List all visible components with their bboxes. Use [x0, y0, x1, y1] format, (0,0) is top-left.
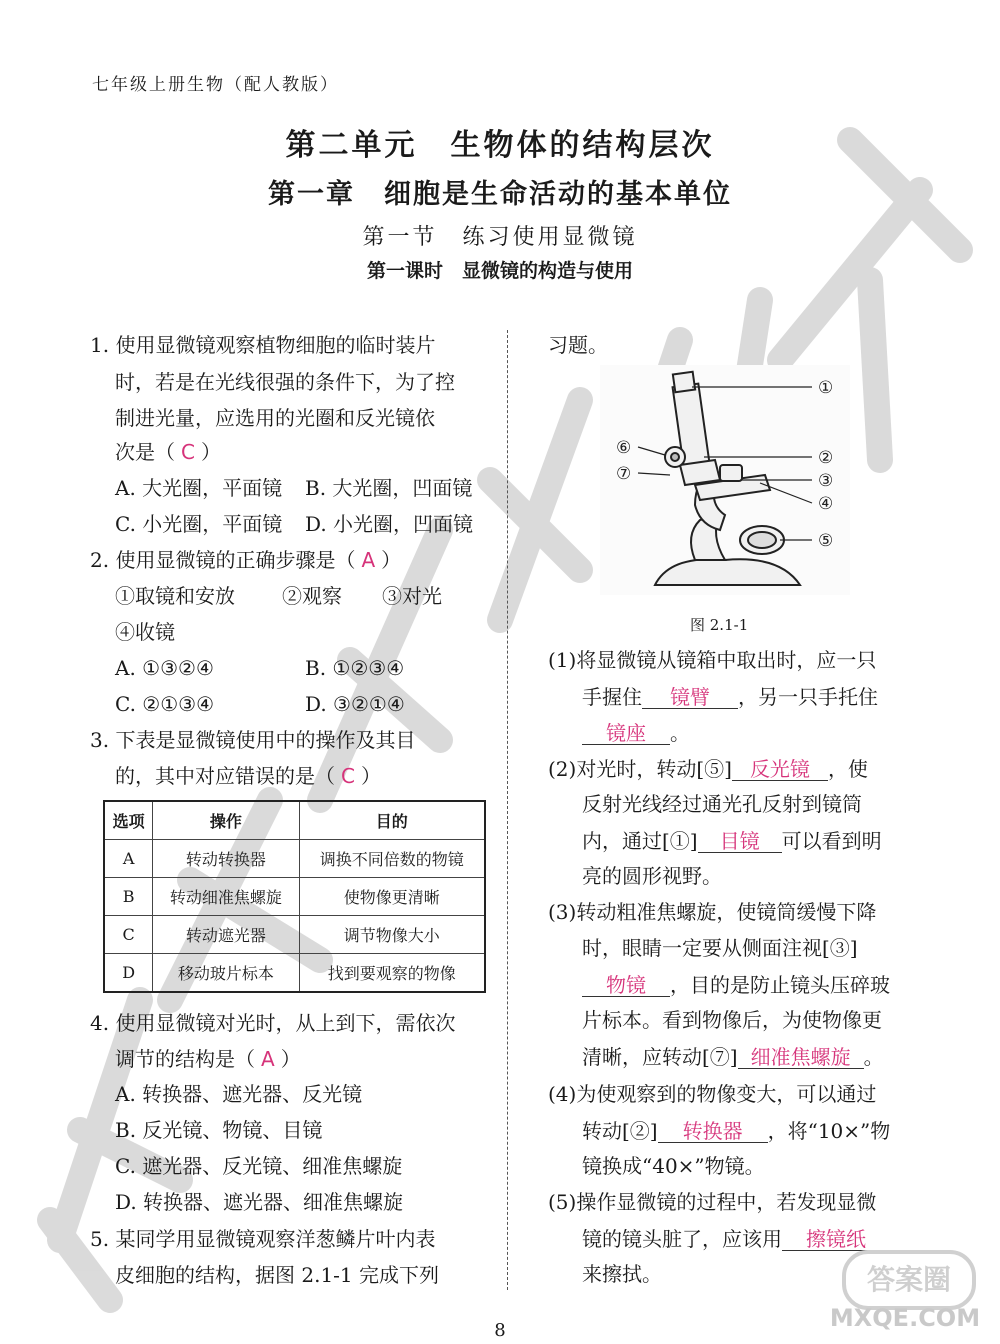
- site-logo: [820, 1246, 990, 1340]
- s3-answer-1: 物镜: [582, 974, 670, 997]
- s2-line-3: [582, 830, 882, 853]
- q5-continued: 习题。: [548, 333, 608, 357]
- q3-close: ）: [360, 764, 381, 788]
- s3-line-2: 时，眼睛一定要从侧面注视[③]: [582, 936, 858, 960]
- s1-text: 手握住: [582, 685, 642, 709]
- section-title: 第一节 练习使用显微镜: [362, 225, 638, 250]
- figure-label-7: ⑦: [616, 464, 632, 484]
- q2-step-4: ④收镜: [115, 620, 175, 644]
- logo-top-text: 答案圈: [866, 1263, 951, 1296]
- s5-text: 镜的镜头脏了，应该用: [582, 1227, 782, 1251]
- s2-text-3: 内，通过[①]: [582, 829, 698, 853]
- q1-option-b: B. 大光圈，凹面镜: [305, 476, 473, 500]
- table-cell: B: [104, 878, 153, 916]
- table-cell: C: [104, 916, 153, 954]
- s3-text: ，目的是防止镜头压碎玻: [670, 973, 890, 997]
- s1-text-2: ，另一只手托住: [738, 685, 878, 709]
- unit-title: 第二单元 生物体的结构层次: [285, 128, 715, 163]
- page-header: 七年级上册生物（配人教版）: [92, 75, 339, 95]
- q2-stem: 2. 使用显微镜的正确步骤是（: [90, 548, 356, 572]
- q2-option-c: C. ②①③④: [115, 692, 215, 716]
- table-cell: 调换不同倍数的物镜: [299, 840, 485, 878]
- table-header-cell: 操作: [153, 801, 299, 840]
- q1-option-c: C. 小光圈，平面镜: [115, 512, 283, 536]
- s2-line-1: [548, 758, 868, 781]
- q3-answer: C: [341, 764, 355, 788]
- q1-line-2: 时，若是在光线很强的条件下，为了控: [115, 370, 455, 394]
- q2-option-d: D. ③②①④: [305, 692, 405, 716]
- lesson-title: 第一课时 显微镜的构造与使用: [366, 260, 633, 282]
- s2-line-2: 反射光线经过通光孔反射到镜筒: [582, 792, 862, 816]
- q5-line-2: 皮细胞的结构，据图 2.1-1 完成下列: [115, 1263, 440, 1287]
- q4-close: ）: [280, 1047, 301, 1071]
- table-cell: 移动玻片标本: [153, 954, 299, 993]
- s2-answer-2: 目镜: [698, 830, 782, 853]
- table-header-cell: 选项: [104, 801, 153, 840]
- q3-line-2: [115, 766, 381, 786]
- q2-option-b: B. ①②③④: [305, 656, 405, 680]
- s4-answer-1: 转换器: [658, 1120, 768, 1143]
- table-header-row: [104, 801, 485, 840]
- s4-line-2: [582, 1120, 890, 1143]
- column-divider: [507, 330, 508, 1290]
- microscope-figure: [600, 365, 850, 595]
- s5-line-1: (5)操作显微镜的过程中，若发现显微: [548, 1190, 877, 1214]
- table-cell: 转动遮光器: [153, 916, 299, 954]
- q2-line-1: [90, 550, 401, 570]
- s1-line-1: (1)将显微镜从镜箱中取出时，应一只: [548, 648, 877, 672]
- s3-line-4: 片标本。看到物像后，为使物像更: [582, 1008, 882, 1032]
- microscope-drawing: [600, 365, 850, 595]
- s3-line-1: (3)转动粗准焦螺旋，使镜筒缓慢下降: [548, 900, 877, 924]
- q1-line-4: [115, 442, 221, 462]
- q2-step-3: ③对光: [382, 584, 442, 608]
- q1-close: ）: [200, 440, 221, 464]
- s1-line-3: [582, 722, 690, 745]
- logo-bottom-text: MXQE.COM: [829, 1304, 981, 1332]
- figure-label-3: ③: [818, 471, 834, 491]
- q1-stem-end: 次是（: [115, 440, 175, 464]
- q4-option-b: B. 反光镜、物镜、目镜: [115, 1118, 323, 1142]
- s3-text-2: 清晰，应转动[⑦]: [582, 1045, 738, 1069]
- q4-option-d: D. 转换器、遮光器、细准焦螺旋: [115, 1190, 404, 1214]
- s4-text-2: ，将“10×”物: [767, 1119, 891, 1143]
- s2-answer-1: 反光镜: [732, 758, 828, 781]
- s3-line-3: [582, 974, 890, 997]
- q2-answer: A: [361, 548, 376, 572]
- s4-line-1: (4)为使观察到的物像变大，可以通过: [548, 1082, 877, 1106]
- s3-answer-2: 细准焦螺旋: [738, 1046, 864, 1069]
- table-cell: 转动细准焦螺旋: [153, 878, 299, 916]
- q2-close: ）: [381, 548, 402, 572]
- table-row: [104, 916, 485, 954]
- logo-mark: [842, 1250, 976, 1310]
- figure-caption: 图 2.1-1: [690, 616, 749, 634]
- s1-end: 。: [670, 721, 690, 745]
- q3-stem: 的，其中对应错误的是（: [115, 764, 335, 788]
- s1-answer-1: 镜臂: [642, 686, 738, 709]
- figure-label-2: ②: [818, 448, 834, 468]
- figure-label-5: ⑤: [818, 531, 834, 551]
- q2-step-2: ②观察: [282, 584, 342, 608]
- q2-step-1: ①取镜和安放: [115, 584, 235, 608]
- chapter-title: 第一章 细胞是生命活动的基本单位: [268, 179, 732, 210]
- s3-end: 。: [863, 1045, 884, 1069]
- table-cell: 转动转换器: [153, 840, 299, 878]
- table-row: [104, 840, 485, 878]
- q1-option-d: D. 小光圈，凹面镜: [305, 512, 474, 536]
- q1-line-3: 制进光量，应选用的光圈和反光镜依: [115, 406, 435, 430]
- q1-line-1: 1. 使用显微镜观察植物细胞的临时装片: [90, 333, 436, 357]
- table-row: [104, 954, 485, 993]
- figure-label-4: ④: [818, 494, 834, 514]
- q3-line-1: 3. 下表是显微镜使用中的操作及其目: [90, 728, 416, 752]
- q4-line-1: 4. 使用显微镜对光时，从上到下，需依次: [90, 1011, 456, 1035]
- s2-text: (2)对光时，转动[⑤]: [548, 757, 732, 781]
- table-cell: A: [104, 840, 153, 878]
- s2-text-2: ，使: [827, 757, 868, 781]
- operations-table: [103, 800, 486, 993]
- q4-option-c: C. 遮光器、反光镜、细准焦螺旋: [115, 1154, 403, 1178]
- page-number: 8: [494, 1320, 506, 1341]
- s5-line-3: 来擦拭。: [582, 1262, 662, 1286]
- s2-line-4: 亮的圆形视野。: [582, 864, 722, 888]
- s4-text: 转动[②]: [582, 1119, 658, 1143]
- s1-answer-2: 镜座: [582, 722, 670, 745]
- s4-line-3: 镜换成“40×”物镜。: [582, 1154, 765, 1178]
- q4-option-a: A. 转换器、遮光器、反光镜: [115, 1082, 363, 1106]
- q2-option-a: A. ①③②④: [115, 656, 214, 680]
- s5-answer-1: 擦镜纸: [782, 1228, 890, 1251]
- q1-answer: C: [181, 440, 195, 464]
- table-header-cell: 目的: [299, 801, 485, 840]
- q1-option-a: A. 大光圈，平面镜: [115, 476, 283, 500]
- s1-line-2: [582, 686, 878, 709]
- q4-answer: A: [261, 1047, 275, 1071]
- figure-label-1: ①: [818, 378, 834, 398]
- table-cell: 找到要观察的物像: [299, 954, 485, 993]
- table-cell: 使物像更清晰: [299, 878, 485, 916]
- figure-label-6: ⑥: [616, 438, 632, 458]
- table-row: [104, 878, 485, 916]
- table-cell: 调节物像大小: [299, 916, 485, 954]
- s3-line-5: [582, 1046, 884, 1069]
- q4-line-2: [115, 1049, 301, 1069]
- q4-stem: 调节的结构是（: [115, 1047, 255, 1071]
- table-cell: D: [104, 954, 153, 993]
- s2-text-4: 可以看到明: [781, 829, 882, 853]
- q5-line-1: 5. 某同学用显微镜观察洋葱鳞片叶内表: [90, 1227, 436, 1251]
